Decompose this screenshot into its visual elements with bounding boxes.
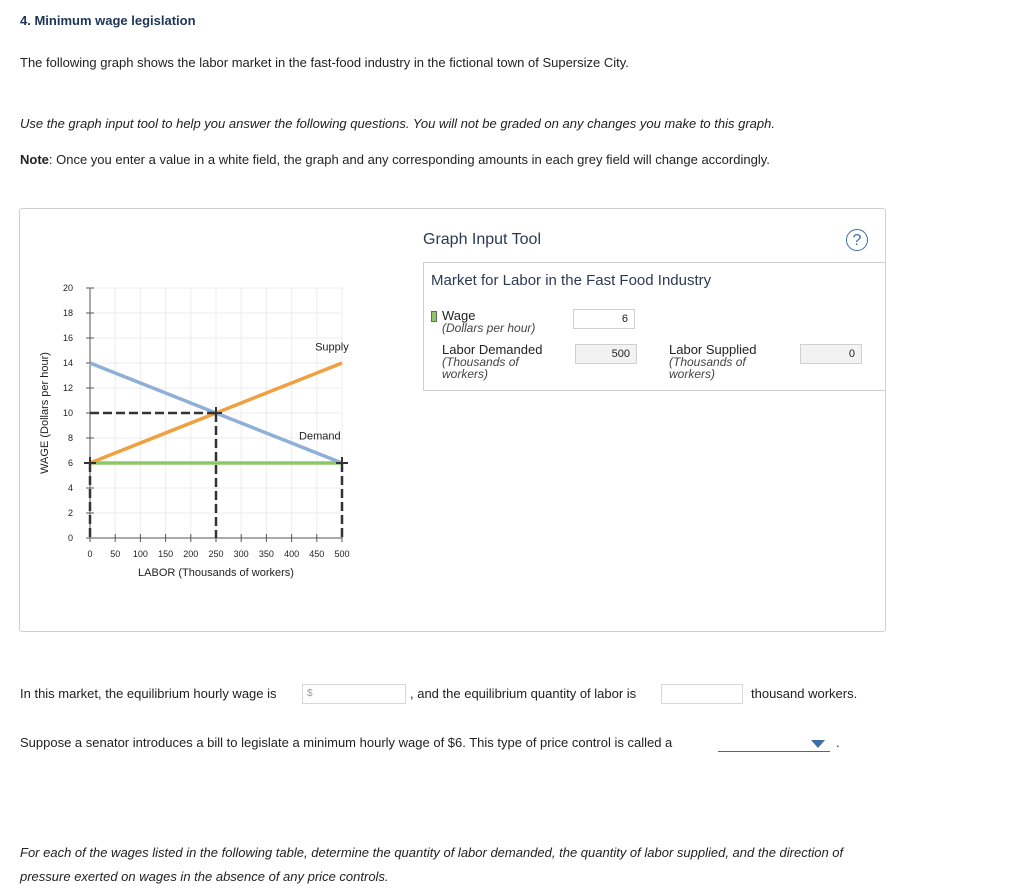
labor-supplied-value: 0 xyxy=(800,344,862,364)
y-tick-label: 2 xyxy=(67,508,73,518)
dollar-sign: $ xyxy=(307,688,313,699)
note-label: Note xyxy=(20,152,49,167)
graph-input-tool-title: Graph Input Tool xyxy=(423,231,542,248)
question1-text-3: thousand workers. xyxy=(751,686,858,701)
x-tick-label: 200 xyxy=(183,549,199,559)
wage-label: Wage xyxy=(442,308,476,323)
x-axis-label: LABOR (Thousands of workers) xyxy=(138,567,294,579)
question2-text: Suppose a senator introduces a bill to legislate a minimum hourly wage of $6. This type of price control is called a xyxy=(20,735,673,750)
instructions-text: Use the graph input tool to help you answer the following questions. You will not be graded on any changes you make to this graph. xyxy=(20,116,775,131)
x-tick-label: 500 xyxy=(334,549,350,559)
wage-sublabel: (Dollars per hour) xyxy=(442,321,536,335)
x-tick-label: 150 xyxy=(158,549,174,559)
question2-period: . xyxy=(836,735,840,750)
labor-supplied-label: Labor Supplied xyxy=(669,342,757,357)
question3-line2: pressure exerted on wages in the absence of any price controls. xyxy=(20,869,389,884)
x-tick-label: 250 xyxy=(208,549,224,559)
labor-supplied-sub2: workers) xyxy=(669,367,716,381)
y-tick-label: 14 xyxy=(62,358,73,368)
demand-label: Demand xyxy=(299,430,341,443)
supply-label: Supply xyxy=(315,341,349,354)
note-body: : Once you enter a value in a white field, the graph and any corresponding amounts in each grey field will change accordingly. xyxy=(48,152,770,167)
labor-demanded-sub2: workers) xyxy=(442,367,489,381)
y-tick-label: 8 xyxy=(67,433,73,443)
wage-swatch-icon xyxy=(431,311,437,322)
x-tick-label: 350 xyxy=(258,549,274,559)
market-title: Market for Labor in the Fast Food Industry xyxy=(431,272,712,289)
x-tick-label: 300 xyxy=(233,549,249,559)
y-tick-label: 16 xyxy=(62,333,73,343)
equilibrium-wage-input[interactable] xyxy=(302,684,406,704)
x-tick-label: 100 xyxy=(132,549,148,559)
y-tick-label: 0 xyxy=(67,533,73,543)
x-tick-label: 400 xyxy=(284,549,300,559)
x-tick-label: 50 xyxy=(110,549,121,559)
question3-line1: For each of the wages listed in the following table, determine the quantity of labor demanded, the quantity of labor supplied, and the direction of xyxy=(20,845,844,860)
question1-text: In this market, the equilibrium hourly wage is xyxy=(20,686,277,701)
labor-demanded-label: Labor Demanded xyxy=(442,342,543,357)
intro-text: The following graph shows the labor market in the fast-food industry in the fictional town of Supersize City. xyxy=(20,55,629,70)
x-tick-label: 0 xyxy=(87,549,93,559)
y-tick-label: 6 xyxy=(67,458,73,468)
wage-left-handle[interactable] xyxy=(84,457,96,469)
equilibrium-quantity-input[interactable] xyxy=(661,684,743,704)
question1-text-2: , and the equilibrium quantity of labor is xyxy=(410,686,637,701)
wage-right-handle[interactable] xyxy=(336,457,348,469)
y-tick-label: 4 xyxy=(67,483,73,493)
y-tick-label: 12 xyxy=(62,383,73,393)
equilibrium-handle[interactable] xyxy=(210,407,222,419)
wage-input[interactable]: 6 xyxy=(573,309,635,329)
dropdown-arrow-icon[interactable] xyxy=(811,740,825,748)
x-tick-label: 450 xyxy=(309,549,325,559)
y-tick-label: 10 xyxy=(62,408,73,418)
help-icon[interactable]: ? xyxy=(846,229,868,251)
y-tick-label: 20 xyxy=(62,283,73,293)
labor-demanded-value: 500 xyxy=(575,344,637,364)
y-axis-label: WAGE (Dollars per hour) xyxy=(39,352,51,474)
y-tick-label: 18 xyxy=(62,308,73,318)
labor-demanded-sub1: (Thousands of xyxy=(442,355,519,369)
section-heading: 4. Minimum wage legislation xyxy=(20,13,196,28)
labor-supplied-sub1: (Thousands of xyxy=(669,355,746,369)
